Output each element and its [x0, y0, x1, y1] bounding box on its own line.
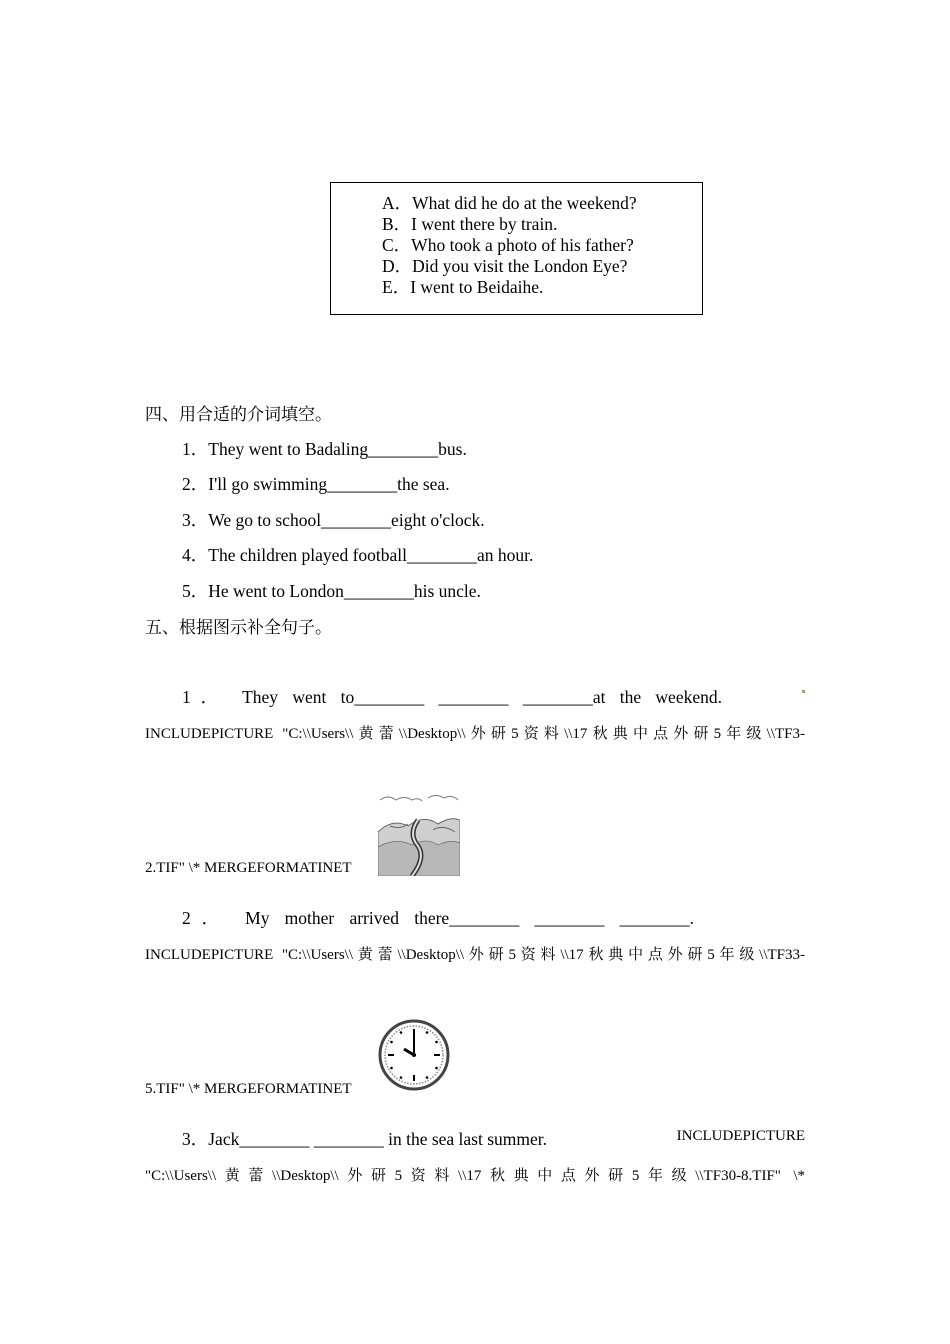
- section4-item-2: 2．I'll go swimming________the sea.: [182, 474, 450, 494]
- option-c: C．Who took a photo of his father?: [382, 235, 634, 255]
- option-d: D．Did you visit the London Eye?: [382, 256, 628, 276]
- q3-field-code-tail: INCLUDEPICTURE: [676, 1128, 805, 1144]
- section5-question-2: 2． My mother arrived there________ ________ ________.: [182, 908, 694, 928]
- great-wall-image: [378, 792, 460, 876]
- q2-field-code-line2: 5.TIF" \* MERGEFORMATINET: [145, 1081, 352, 1097]
- q1-field-code-line2: 2.TIF" \* MERGEFORMATINET: [145, 860, 352, 876]
- q3-field-code-line2: "C:\\Users\\黄蕾\\Desktop\\外研5资料\\17秋典中点外研5年级\\TF30-8.TIF" \*: [145, 1168, 805, 1184]
- section4-item-5: 5．He went to London________his uncle.: [182, 581, 481, 601]
- section5-question-1: 1． They went to________ ________ ________at the weekend.: [182, 687, 722, 707]
- section4-item-1: 1．They went to Badaling________bus.: [182, 439, 467, 459]
- section5-title: 五、根据图示补全句子。: [145, 618, 332, 637]
- section5-question-3: 3．Jack________ ________ in the sea last summer.: [182, 1129, 548, 1149]
- marker-dot: [802, 690, 805, 693]
- section4-item-3: 3．We go to school________eight o'clock.: [182, 510, 485, 530]
- section4-title: 四、用合适的介词填空。: [145, 405, 332, 424]
- section4-item-4: 4．The children played football________an hour.: [182, 545, 534, 565]
- q2-field-code-line1: INCLUDEPICTURE "C:\\Users\\黄蕾\\Desktop\\外研5资料\\17秋典中点外研5年级\\TF33-: [145, 947, 805, 963]
- q1-field-code-line1: INCLUDEPICTURE "C:\\Users\\黄蕾\\Desktop\\外研5资料\\17秋典中点外研5年级\\TF3-: [145, 726, 805, 742]
- option-a: A．What did he do at the weekend?: [382, 193, 637, 213]
- clock-image: [378, 1019, 450, 1091]
- option-b: B．I went there by train.: [382, 214, 558, 234]
- option-e: E．I went to Beidaihe.: [382, 277, 544, 297]
